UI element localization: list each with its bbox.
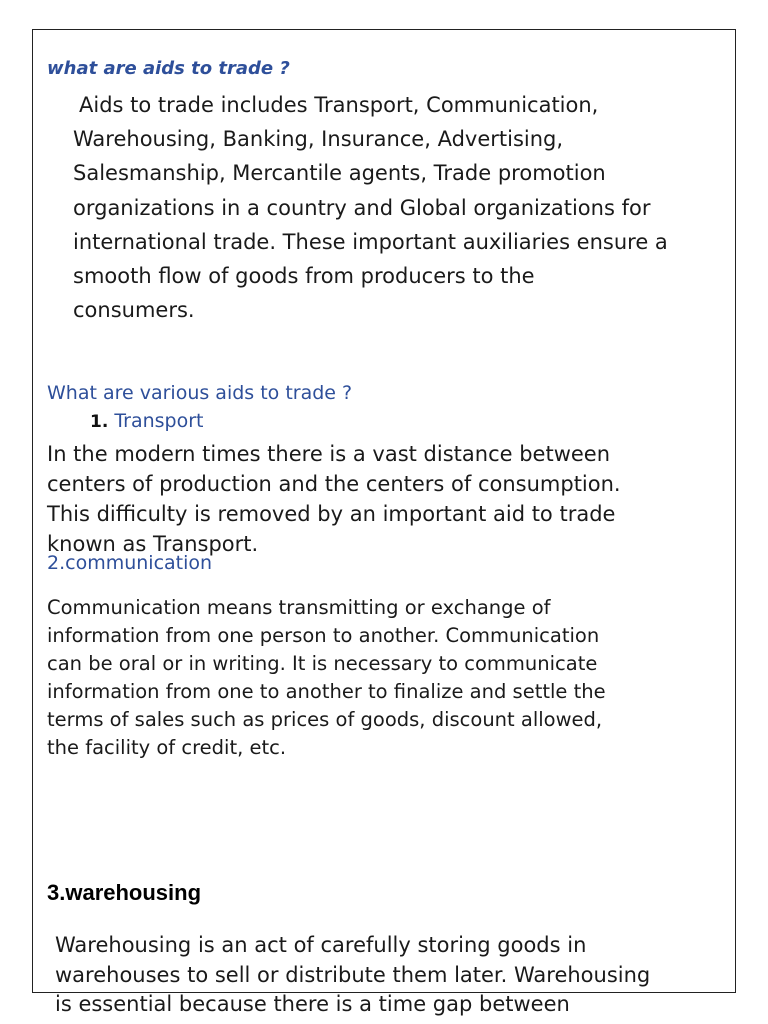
question-heading-aids-to-trade: what are aids to trade ? [47, 58, 290, 79]
text-line: This difficulty is removed by an important aid to trade [47, 502, 616, 526]
list-item-transport [90, 410, 204, 432]
text-line: Aids to trade includes Transport, Communication, [79, 93, 599, 117]
text-line: the facility of credit, etc. [47, 736, 287, 759]
list-label: Transport [114, 410, 204, 432]
text-line: can be oral or in writing. It is necessary to communicate [47, 652, 598, 675]
paragraph-warehousing [55, 931, 650, 1020]
text-line: Salesmanship, Mercantile agents, Trade promotion [73, 161, 606, 186]
section-heading-warehousing: 3.warehousing [47, 880, 202, 905]
text-line: Warehousing is an act of carefully storing goods in [55, 933, 587, 957]
text-line: international trade. These important auxiliaries ensure a [73, 229, 668, 254]
text-line: warehouses to sell or distribute them later. Warehousing [55, 962, 651, 987]
text-line: known as Transport. [47, 532, 259, 556]
text-line: Warehousing, Banking, Insurance, Advertising, [73, 127, 564, 152]
paragraph-aids-to-trade-definition [73, 88, 668, 327]
paragraph-communication [47, 594, 606, 762]
text-line: Communication means transmitting or exchange of [47, 596, 551, 619]
text-line: smooth flow of goods from producers to the [73, 264, 535, 289]
text-line: centers of production and the centers of consumption. [47, 472, 621, 496]
text-line: In the modern times there is a vast distance between [47, 442, 611, 466]
text-line: information from one to another to finalize and settle the [47, 680, 606, 703]
text-line: terms of sales such as prices of goods, discount allowed, [47, 708, 603, 731]
paragraph-transport [47, 439, 621, 559]
text-line: consumers. [73, 298, 195, 323]
section-heading-communication: 2.communication [47, 552, 213, 574]
text-line: organizations in a country and Global organizations for [73, 195, 651, 220]
text-line: information from one person to another. Communication [47, 624, 600, 647]
question-heading-various-aids: What are various aids to trade ? [47, 382, 353, 404]
list-number: 1. [90, 412, 109, 432]
text-line: is essential because there is a time gap between [55, 992, 570, 1016]
